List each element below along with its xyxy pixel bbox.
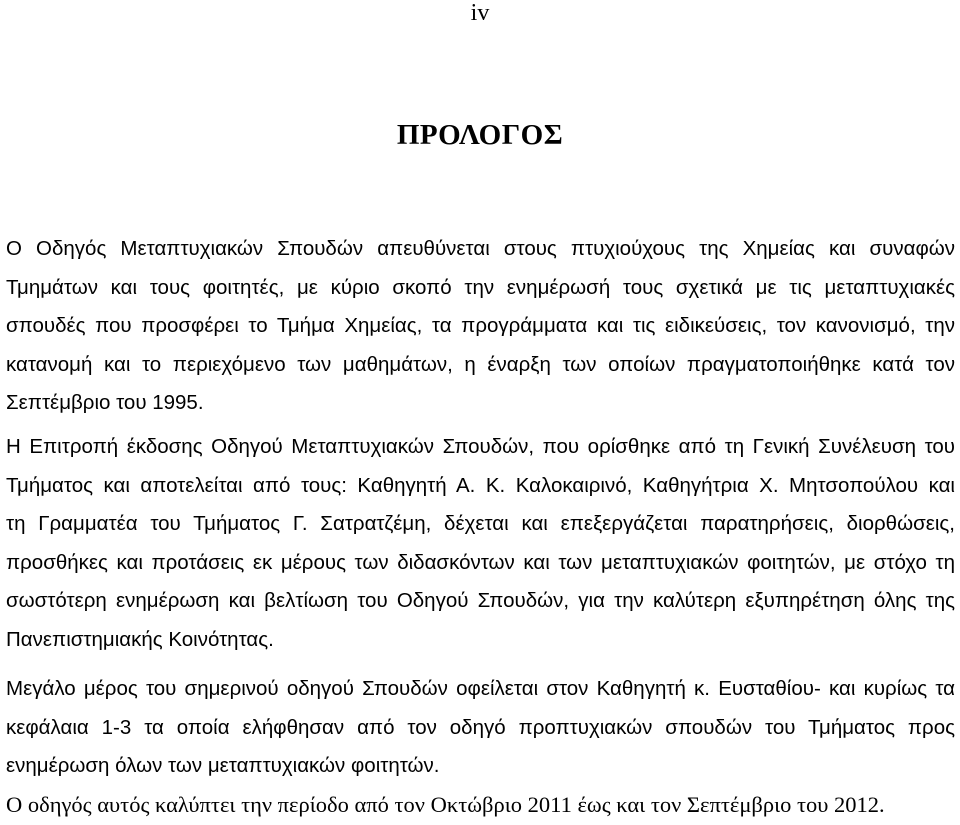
paragraph-line: Μεγάλο μέρος του σημερινού οδηγού Σπουδών οφείλεται στον Καθηγητή κ. Ευσταθίου- και κυρίως τα [6, 677, 955, 700]
paragraph-line: σπουδές που προσφέρει το Τμήμα Χημείας, τα προγράμματα και τις ειδικεύσεις, τον κανονισμό, την [6, 314, 955, 337]
page-title: ΠΡΟΛΟΓΟΣ [396, 119, 564, 151]
page-number: iv [470, 0, 490, 26]
paragraph-committee [6, 428, 955, 659]
paragraph-line: τη Γραμματέα του Τμήματος Γ. Σατρατζέμη, δέχεται και επεξεργάζεται παρατηρήσεις, διορθώσεις, [6, 512, 955, 535]
paragraph-line: Πανεπιστημιακής Κοινότητας. [6, 627, 274, 651]
paragraph-line: Σεπτέμβριο του 1995. [6, 391, 204, 414]
paragraph-line: σωστότερη ενημέρωση και βελτίωση του Οδηγού Σπουδών, για την καλύτερη εξυπηρέτηση όλης της [6, 589, 955, 612]
paragraph-line: Η Επιτροπή έκδοσης Οδηγού Μεταπτυχιακών Σπουδών, που ορίσθηκε από τη Γενική Συνέλευση του [6, 435, 955, 458]
paragraph-line: ενημέρωση όλων των μεταπτυχιακών φοιτητών. [6, 754, 440, 777]
paragraph-period [6, 786, 955, 825]
paragraph-line: Τμημάτων και τους φοιτητές, με κύριο σκοπό την ενημέρωσή τους σχετικά με τις μεταπτυχιακές [6, 275, 955, 299]
paragraph-acknowledgement [6, 670, 955, 786]
paragraph-intro [6, 230, 955, 423]
paragraph-line: Ο οδηγός αυτός καλύπτει την περίοδο από τον Οκτώβριο 2011 έως και τον Σεπτέμβριο του 2012. [6, 792, 885, 817]
paragraph-line: προσθήκες και προτάσεις εκ μέρους των διδασκόντων και των μεταπτυχιακών φοιτητών, με στόχο τη [6, 550, 955, 574]
paragraph-line: κεφάλαια 1-3 τα οποία ελήφθησαν από τον οδηγό προπτυχιακών σπουδών του Τμήματος προς [6, 715, 955, 739]
paragraph-line: Τμήματος και αποτελείται από τους: Καθηγητή Α. Κ. Καλοκαιρινό, Καθηγήτρια Χ. Μητσοπούλου και [6, 473, 955, 497]
paragraph-line: κατανομή και το περιεχόμενο των μαθημάτων, η έναρξη των οποίων πραγματοποιήθηκε κατά τον [6, 352, 955, 376]
paragraph-line: Ο Οδηγός Μεταπτυχιακών Σπουδών απευθύνεται στους πτυχιούχους της Χημείας και συναφών [6, 237, 955, 260]
